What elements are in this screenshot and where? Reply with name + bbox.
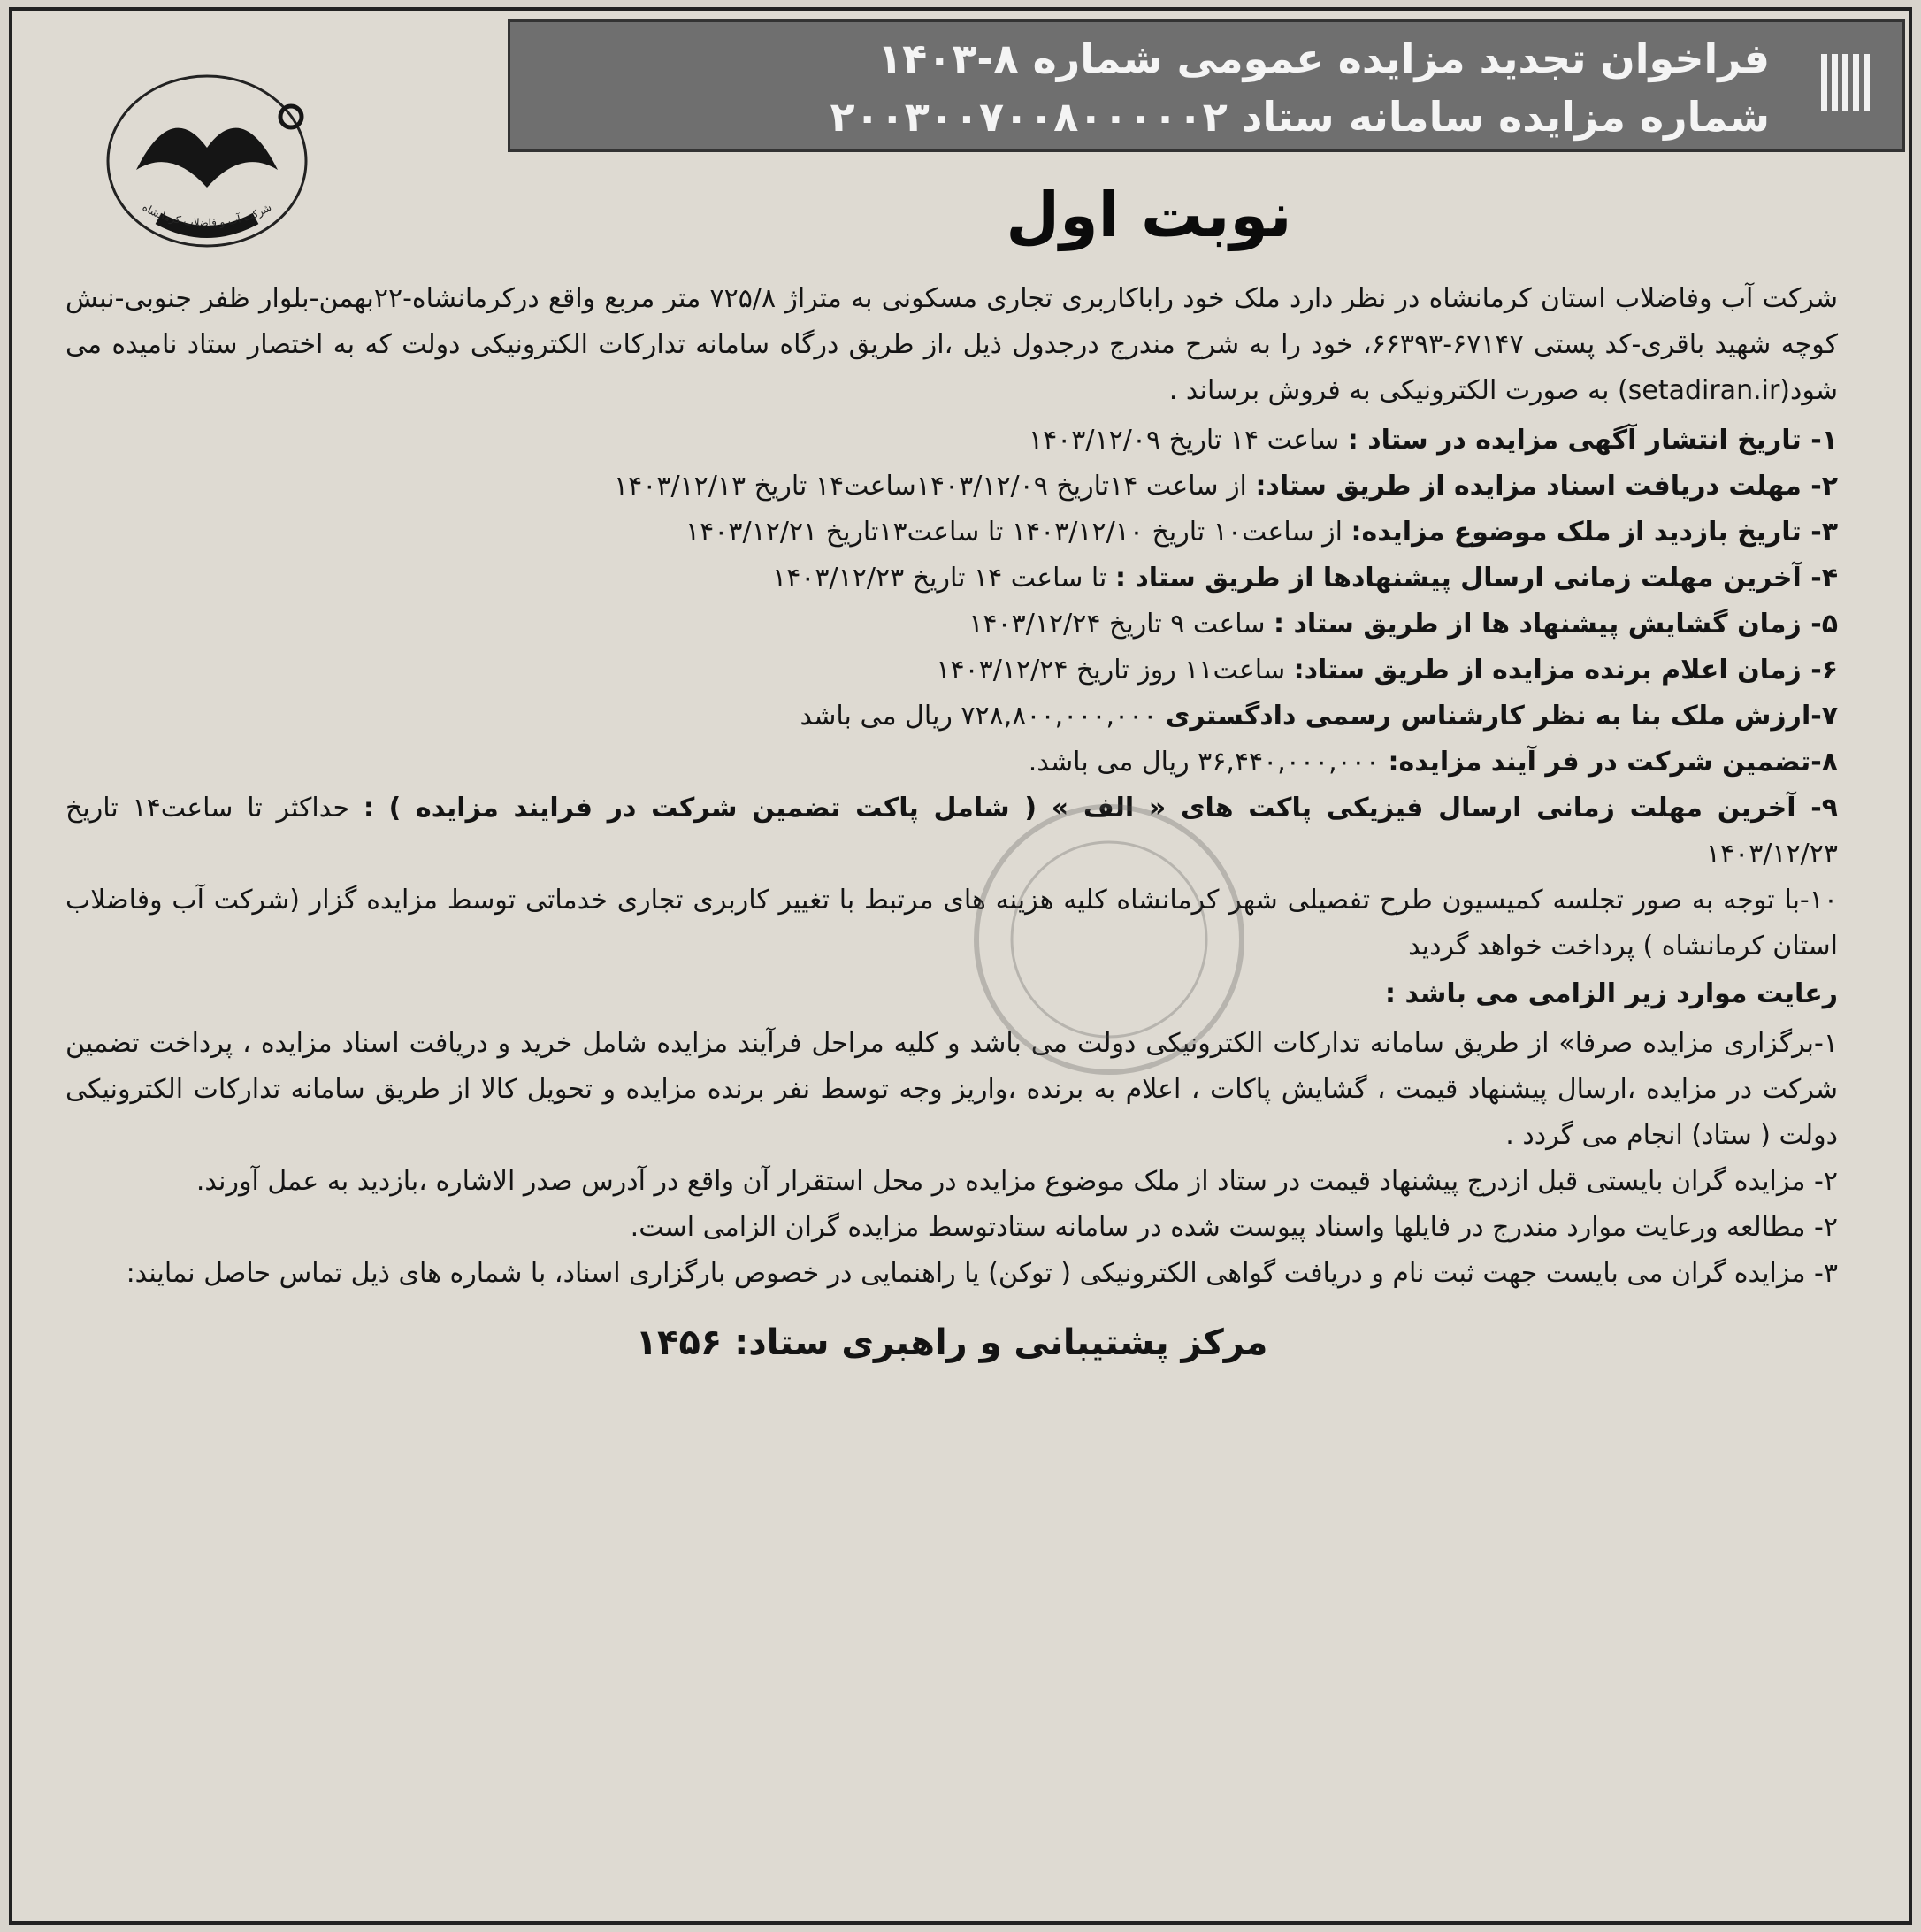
note-item: ۲- مطالعه ورعایت موارد مندرج در فایلها واسناد پیوست شده در سامانه ستادتوسط مزایده گران الزامی است.: [630, 1212, 1838, 1243]
header-banner: [508, 19, 1905, 152]
item-value: ساعت ۹ تاریخ ۱۴۰۳/۱۲/۲۴: [968, 609, 1274, 640]
list-item: [65, 740, 1838, 786]
item-value: حداکثر تا ساعت۱۴ تاریخ ۱۴۰۳/۱۲/۲۳: [65, 793, 1838, 870]
item-value: از ساعت۱۰ تاریخ ۱۴۰۳/۱۲/۱۰ تا ساعت۱۳تاریخ ۱۴۰۳/۱۲/۲۱: [685, 517, 1351, 548]
header-title: فراخوان تجدید مزایده عمومی شماره ۸-۱۴۰۳: [877, 34, 1770, 82]
watermark-stamp: [950, 789, 1268, 1090]
notes-title: رعایت موارد زیر الزامی می باشد :: [1385, 978, 1838, 1009]
list-item: [65, 602, 1838, 648]
item-value: ۳۶,۴۴۰,۰۰۰,۰۰۰ ریال می باشد.: [1028, 747, 1389, 778]
list-item: [65, 648, 1838, 694]
item-label: ۹- آخرین مهلت زمانی ارسال فیزیکی پاکت های « الف » ( شامل پاکت تضمین شرکت در فرایند مزایده ) :: [363, 793, 1839, 824]
item-value: تا ساعت ۱۴ تاریخ ۱۴۰۳/۱۲/۲۳: [772, 563, 1115, 594]
item-label: ۲- مهلت دریافت اسناد مزایده از طریق ستاد:: [1255, 471, 1838, 502]
support-center: مرکز پشتیبانی و راهبری ستاد: ۱۴۵۶: [635, 1322, 1268, 1363]
item-label: ۶- زمان اعلام برنده مزایده از طریق ستاد:: [1293, 655, 1838, 686]
list-item: [65, 556, 1838, 602]
item-label: ۷-ارزش ملک بنا به نظر کارشناس رسمی دادگستری: [1165, 701, 1838, 732]
item-label: ۴- آخرین مهلت زمانی ارسال پیشنهادها از طریق ستاد :: [1114, 563, 1838, 594]
item-value: از ساعت ۱۴تاریخ ۱۴۰۳/۱۲/۰۹ساعت۱۴ تاریخ ۱۴۰۳/۱۲/۱۳: [614, 471, 1256, 502]
item-value: ۷۲۸,۸۰۰,۰۰۰,۰۰۰ ریال می باشد: [800, 701, 1166, 732]
note-item: ۱-برگزاری مزایده صرفا» از طریق سامانه تدارکات الکترونیکی دولت می باشد و کلیه مراحل فرآیند مزایده شامل خرید و دریافت اسناد مزایده ، پرداخت تضمین شرکت در مزایده ،ارسال پیشنهاد قیمت ، گشایش پاکات ، اعلام به برنده ،واریز وجه توسط نفر برنده مزایده و تحویل کالا از طریق سامانه تدارکات الکترونیکی دولت ( ستاد) انجام می گردد .: [65, 1028, 1838, 1151]
list-item: [65, 464, 1838, 510]
header-auction-number: شماره مزایده سامانه ستاد ۲۰۰۳۰۰۷۰۰۸۰۰۰۰۰۲: [830, 93, 1770, 141]
item-label: ۱- تاریخ انتشار آگهی مزایده در ستاد :: [1347, 425, 1838, 456]
note-item: ۳- مزایده گران می بایست جهت ثبت نام و دریافت گواهی الکترونیکی ( توکن) یا راهنمایی در خصوص بارگزاری اسناد، با شماره های ذیل تماس حاصل نمایند:: [126, 1258, 1838, 1289]
note-item: ۲- مزایده گران بایستی قبل ازدرج پیشنهاد قیمت در ستاد از ملک موضوع مزایده در محل استقرار آن واقع در آدرس صدر الاشاره ،بازدید به عمل آورند.: [195, 1166, 1838, 1197]
intro-paragraph: شرکت آب وفاضلاب استان کرمانشاه در نظر دارد ملک خود راباکاربری تجاری مسکونی به متراژ ۷۲۵/۸ متر مربع واقع درکرمانشاه-۲۲بهمن-بلوار ظفر جنوبی-نبش کوچه شهید باقری-کد پستی ۶۷۱۴۷-۶۶۳۹۳، خود را به شرح مندرج درجدول ذیل ،از طریق درگاه سامانه تدارکات الکترونیکی دولت که به اختصار ستاد نامیده می شود(setadiran.ir) به صورت الکترونیکی به فروش برساند .: [65, 283, 1838, 406]
list-item: [65, 510, 1838, 556]
item-label: ۳- تاریخ بازدید از ملک موضوع مزایده:: [1351, 517, 1838, 548]
logo-caption: شرکت آب و فاضلاب کرمانشاه: [140, 200, 274, 229]
item-value: ۱۰-با توجه به صور تجلسه کمیسیون طرح تفصیلی شهر کرمانشاه کلیه هزینه های مرتبط با تغییر کاربری تجاری خدماتی توسط مزایده گزار (شرکت آب وفاضلاب استان کرمانشاه ) پرداخت خواهد گردید: [65, 885, 1838, 962]
item-label: ۵- زمان گشایش پیشنهاد ها از طریق ستاد :: [1274, 609, 1838, 640]
barcode-icon: [1821, 54, 1871, 111]
company-logo: [74, 64, 340, 249]
advertisement-page: [9, 7, 1912, 1925]
list-item: [65, 694, 1838, 740]
item-value: ساعت۱۱ روز تاریخ ۱۴۰۳/۱۲/۲۴: [936, 655, 1294, 686]
item-label: ۸-تضمین شرکت در فر آیند مزایده:: [1388, 747, 1838, 778]
item-value: ساعت ۱۴ تاریخ ۱۴۰۳/۱۲/۰۹: [1028, 425, 1348, 456]
list-item: [65, 418, 1838, 464]
round-title: نوبت اول: [1006, 179, 1292, 251]
